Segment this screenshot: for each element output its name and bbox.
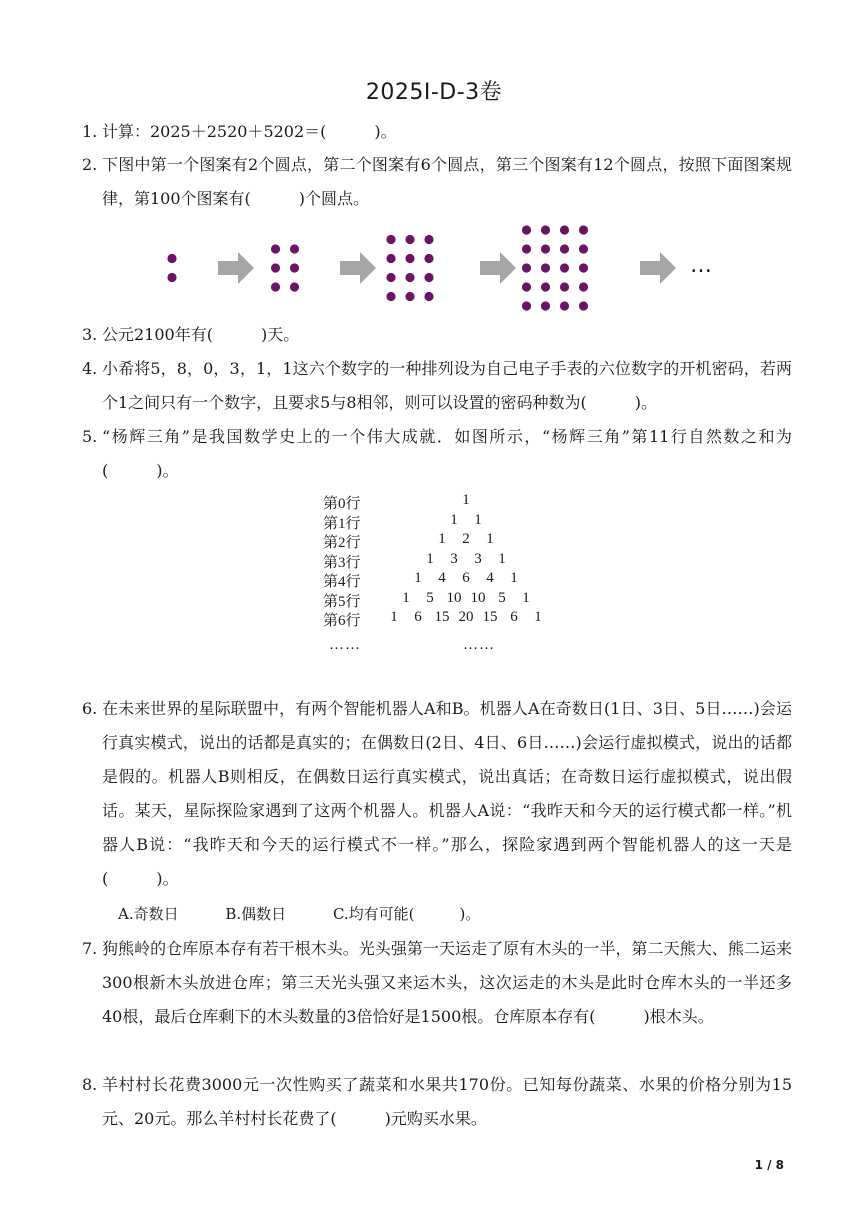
triangle-number: 2 [462, 531, 470, 547]
dot [579, 244, 588, 253]
dot [541, 282, 550, 291]
right-arrow-icon [340, 252, 376, 284]
question-7 [82, 932, 792, 1034]
triangle-number: 1 [534, 609, 542, 625]
dot [522, 282, 531, 291]
dot-pattern-figure [160, 220, 720, 320]
question-text: 下图中第一个图案有2个圆点，第二个图案有6个圆点，第三个图案有12个圆点，按照下面图案规律，第100个图案有( )个圆点。 [102, 155, 792, 208]
dot [560, 282, 569, 291]
triangle-number: 10 [470, 589, 486, 606]
row-label: 第1行 [323, 515, 361, 532]
dot [560, 225, 569, 234]
dot [405, 273, 414, 282]
row-label: 第0行 [323, 496, 361, 512]
dot-pattern-1 [167, 254, 176, 282]
triangle-number: 20 [458, 609, 474, 625]
dot [522, 225, 531, 234]
question-3 [82, 318, 792, 352]
triangle-number: 1 [486, 531, 494, 547]
row-label: 第2行 [323, 535, 361, 551]
dot [290, 282, 299, 291]
triangle-number: 15 [482, 609, 498, 625]
dot [167, 273, 176, 282]
triangle-number: 5 [426, 589, 434, 606]
dot [541, 301, 550, 310]
triangle-number: 1 [450, 511, 458, 528]
option-b: B.偶数日 [225, 905, 287, 923]
question-number: 1. [82, 122, 98, 141]
question-text: 狗熊岭的仓库原本存有若干根木头。光头强第一天运走了原有木头的一半，第二天熊大、熊二运来300根新木头放进仓库；第三天光头强又来运木头，这次运走的木头是此时仓库木头的一半还多40根，最后仓库剩下的木头数量的3倍恰好是1500根。仓库原本存有( )根木头。 [102, 939, 792, 1026]
question-5 [82, 420, 792, 488]
triangle-number: 3 [450, 550, 458, 567]
triangle-number: 15 [434, 609, 450, 625]
question-text: 计算：2025＋2520＋5202＝( )。 [102, 122, 397, 141]
dot [579, 225, 588, 234]
dot [522, 263, 531, 272]
triangle-number: 5 [498, 589, 506, 606]
page-number: 1 / 8 [754, 1158, 784, 1172]
triangle-number: 1 [498, 550, 506, 567]
row-label: 第3行 [323, 554, 361, 571]
option-a: A.奇数日 [118, 905, 179, 923]
question-8 [82, 1068, 792, 1136]
dot [541, 244, 550, 253]
dot-pattern-4 [522, 225, 588, 310]
ellipsis-left: …… [329, 636, 361, 653]
question-number: 6. [82, 699, 98, 718]
question-1 [82, 115, 792, 149]
dot [522, 301, 531, 310]
dot [579, 263, 588, 272]
yanghui-triangle [323, 492, 583, 672]
triangle-number: 1 [414, 570, 422, 586]
dot [271, 244, 280, 253]
triangle-number: 1 [390, 609, 398, 625]
dot [522, 244, 531, 253]
dot-pattern-2 [271, 244, 299, 291]
question-6-options [118, 903, 522, 924]
triangle-number: 6 [462, 570, 470, 586]
dot [386, 254, 395, 263]
question-number: 2. [82, 155, 98, 174]
triangle-number: 1 [474, 511, 482, 528]
page-title: 2025I-D-3卷 [365, 80, 503, 105]
right-arrow-icon [640, 252, 676, 284]
triangle-number: 6 [510, 609, 518, 625]
triangle-number: 1 [510, 570, 518, 586]
triangle-number: 1 [438, 531, 446, 547]
ellipsis-right: …… [463, 636, 495, 653]
dot [290, 244, 299, 253]
question-text: 在未来世界的星际联盟中，有两个智能机器人A和B。机器人A在奇数日(1日、3日、5日……)会运行真实模式，说出的话都是真实的；在偶数日(2日、4日、6日……)会运行虚拟模式，说出的话都是假的。机器人B则相反，在偶数日运行真实模式，说出真话；在奇数日运行虚拟模式，说出假话。某天，星际探险家遇到了这两个机器人。机器人A说：“我昨天和今天的运行模式都一样。”机器人B说：“我昨天和今天的运行模式不一样。”那么，探险家遇到两个智能机器人的这一天是( )。 [102, 699, 792, 888]
dot [167, 254, 176, 263]
dot [424, 254, 433, 263]
option-c: C.均有可能( )。 [332, 905, 481, 923]
dot [541, 225, 550, 234]
row-label: 第4行 [323, 574, 361, 590]
question-text: 公元2100年有( )天。 [102, 325, 300, 344]
triangle-number: 1 [522, 589, 530, 606]
triangle-number: 10 [446, 589, 462, 606]
row-label: 第5行 [323, 593, 361, 610]
dot [271, 282, 280, 291]
triangle-number: 4 [486, 570, 494, 586]
question-2 [82, 148, 792, 216]
dot [560, 244, 569, 253]
dot [579, 301, 588, 310]
question-number: 3. [82, 325, 98, 344]
dot [405, 254, 414, 263]
right-arrow-icon [218, 252, 254, 284]
question-number: 5. [82, 427, 98, 446]
triangle-number: 6 [414, 609, 422, 625]
triangle-number: 3 [474, 550, 482, 567]
dot [405, 292, 414, 301]
dot [424, 273, 433, 282]
dot [290, 263, 299, 272]
ellipsis: … [690, 253, 712, 278]
question-number: 4. [82, 359, 98, 378]
dot [386, 292, 395, 301]
dot [560, 263, 569, 272]
dot [560, 301, 569, 310]
question-4 [82, 352, 792, 420]
question-number: 7. [82, 939, 98, 958]
dot [405, 235, 414, 244]
triangle-number: 1 [462, 492, 470, 508]
dot [579, 282, 588, 291]
question-text: 小希将5，8，0，3，1，1这六个数字的一种排列设为自己电子手表的六位数字的开机密码，若两个1之间只有一个数字，且要求5与8相邻，则可以设置的密码种数为( )。 [102, 359, 792, 412]
question-text: 羊村村长花费3000元一次性购买了蔬菜和水果共170份。已知每份蔬菜、水果的价格分别为15元、20元。那么羊村村长花费了( )元购买水果。 [102, 1075, 792, 1128]
triangle-number: 1 [426, 550, 434, 567]
row-label: 第6行 [323, 613, 361, 629]
right-arrow-icon [480, 252, 516, 284]
dot [271, 263, 280, 272]
dot [386, 273, 395, 282]
dot [541, 263, 550, 272]
question-number: 8. [82, 1075, 98, 1094]
triangle-number: 4 [438, 570, 446, 586]
triangle-number: 1 [402, 589, 410, 606]
dot [424, 292, 433, 301]
question-text: “杨辉三角”是我国数学史上的一个伟大成就．如图所示，“杨辉三角”第11行自然数之和为( )。 [102, 427, 792, 480]
dot [424, 235, 433, 244]
dot [386, 235, 395, 244]
dot-pattern-3 [386, 235, 433, 301]
question-6 [82, 692, 792, 896]
